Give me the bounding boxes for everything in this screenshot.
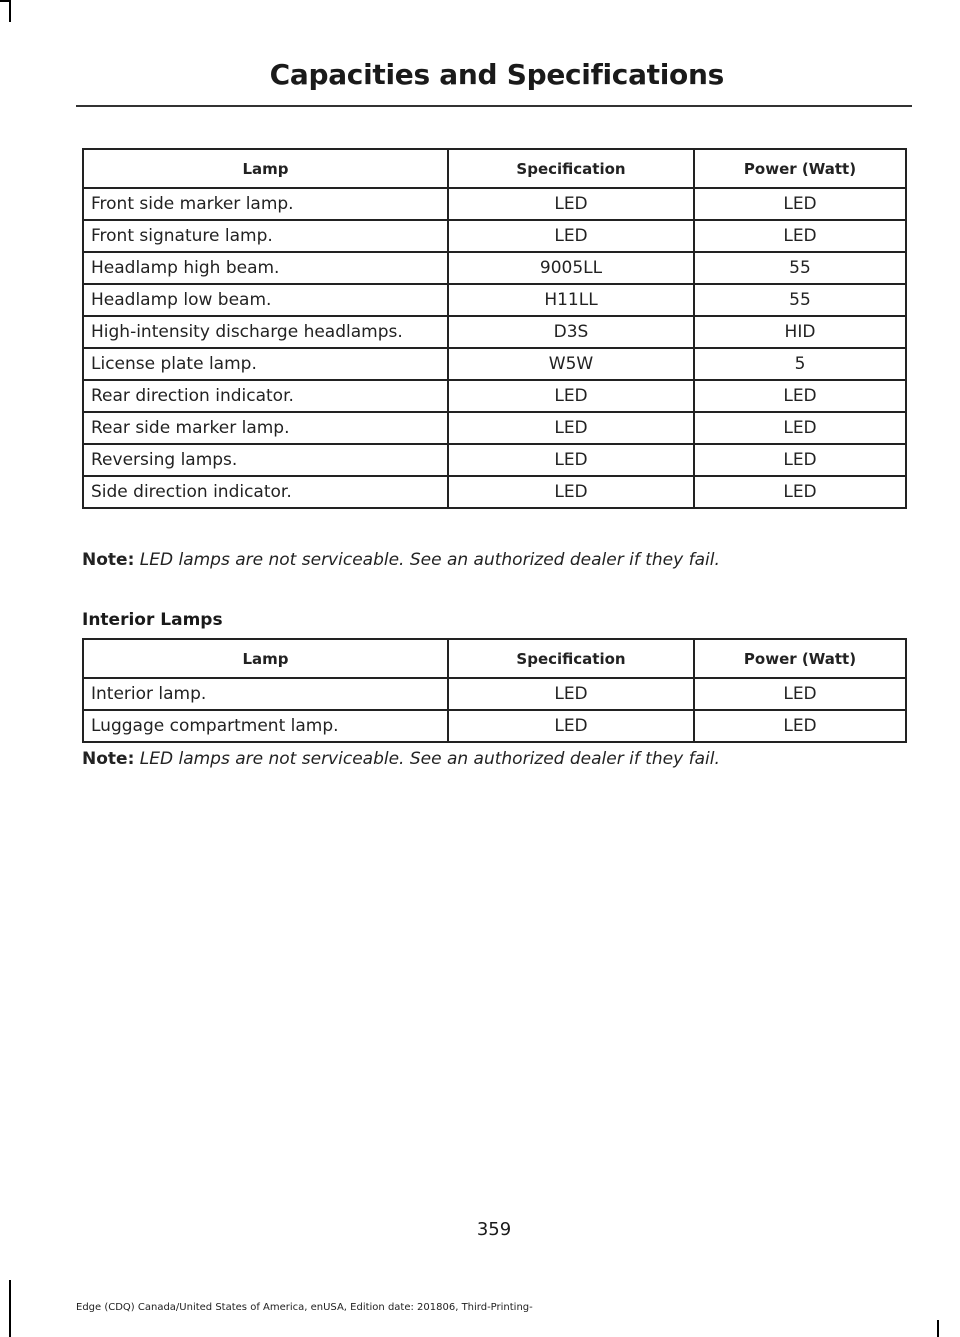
table-row (83, 284, 906, 316)
table-row (83, 380, 906, 412)
lamp-cell: Front signature lamp. (83, 220, 448, 252)
power-cell: LED (694, 380, 906, 412)
lamp-cell: Rear direction indicator. (83, 380, 448, 412)
power-cell: LED (694, 476, 906, 508)
crop-mark (9, 0, 11, 22)
power-cell: LED (694, 220, 906, 252)
specification-cell: 9005LL (448, 252, 694, 284)
column-header-specification: Specification (448, 639, 694, 678)
lamp-cell: High-intensity discharge headlamps. (83, 316, 448, 348)
crop-mark (9, 1280, 11, 1337)
power-cell: LED (694, 188, 906, 220)
table-row (83, 476, 906, 508)
table-header-row (83, 639, 906, 678)
lamp-cell: Front side marker lamp. (83, 188, 448, 220)
specification-cell: D3S (448, 316, 694, 348)
specification-cell: LED (448, 476, 694, 508)
crop-mark (937, 1320, 939, 1337)
power-cell: 55 (694, 252, 906, 284)
table-row (83, 252, 906, 284)
table-row (83, 678, 906, 710)
note-text: LED lamps are not serviceable. See an authorized dealer if they fail. (134, 550, 720, 570)
note (82, 749, 720, 769)
lamp-cell: Rear side marker lamp. (83, 412, 448, 444)
page-title: Capacities and Specifications (269, 58, 724, 91)
table-row (83, 188, 906, 220)
table-row (83, 348, 906, 380)
table-row (83, 710, 906, 742)
lamp-cell: Reversing lamps. (83, 444, 448, 476)
column-header-specification: Specification (448, 149, 694, 188)
power-cell: LED (694, 412, 906, 444)
power-cell: LED (694, 710, 906, 742)
power-cell: HID (694, 316, 906, 348)
note-text: LED lamps are not serviceable. See an authorized dealer if they fail. (134, 749, 720, 769)
table-row (83, 412, 906, 444)
note-label: Note: (82, 550, 135, 570)
column-header-power: Power (Watt) (694, 639, 906, 678)
specification-cell: LED (448, 380, 694, 412)
column-header-lamp: Lamp (83, 639, 448, 678)
title-rule (76, 105, 912, 107)
section-heading: Interior Lamps (82, 610, 223, 630)
power-cell: LED (694, 678, 906, 710)
power-cell: LED (694, 444, 906, 476)
specification-cell: LED (448, 188, 694, 220)
lamp-cell: Interior lamp. (83, 678, 448, 710)
specification-cell: H11LL (448, 284, 694, 316)
power-cell: 5 (694, 348, 906, 380)
specification-cell: W5W (448, 348, 694, 380)
column-header-power: Power (Watt) (694, 149, 906, 188)
lamp-cell: Headlamp low beam. (83, 284, 448, 316)
specification-cell: LED (448, 710, 694, 742)
note (82, 550, 720, 570)
column-header-lamp: Lamp (83, 149, 448, 188)
lamp-cell: License plate lamp. (83, 348, 448, 380)
lamp-cell: Headlamp high beam. (83, 252, 448, 284)
table-row (83, 444, 906, 476)
footer-text: Edge (CDQ) Canada/United States of America, enUSA, Edition date: 201806, Third-Printing- (76, 1302, 533, 1313)
lamp-cell: Side direction indicator. (83, 476, 448, 508)
specification-cell: LED (448, 444, 694, 476)
specification-cell: LED (448, 220, 694, 252)
table-header-row (83, 149, 906, 188)
table-row (83, 316, 906, 348)
page-number: 359 (476, 1219, 512, 1240)
interior-lamps-table (82, 638, 907, 743)
note-label: Note: (82, 749, 135, 769)
power-cell: 55 (694, 284, 906, 316)
lamp-cell: Luggage compartment lamp. (83, 710, 448, 742)
specification-cell: LED (448, 678, 694, 710)
specification-cell: LED (448, 412, 694, 444)
table-row (83, 220, 906, 252)
crop-mark (0, 0, 9, 2)
exterior-lamps-table (82, 148, 907, 509)
